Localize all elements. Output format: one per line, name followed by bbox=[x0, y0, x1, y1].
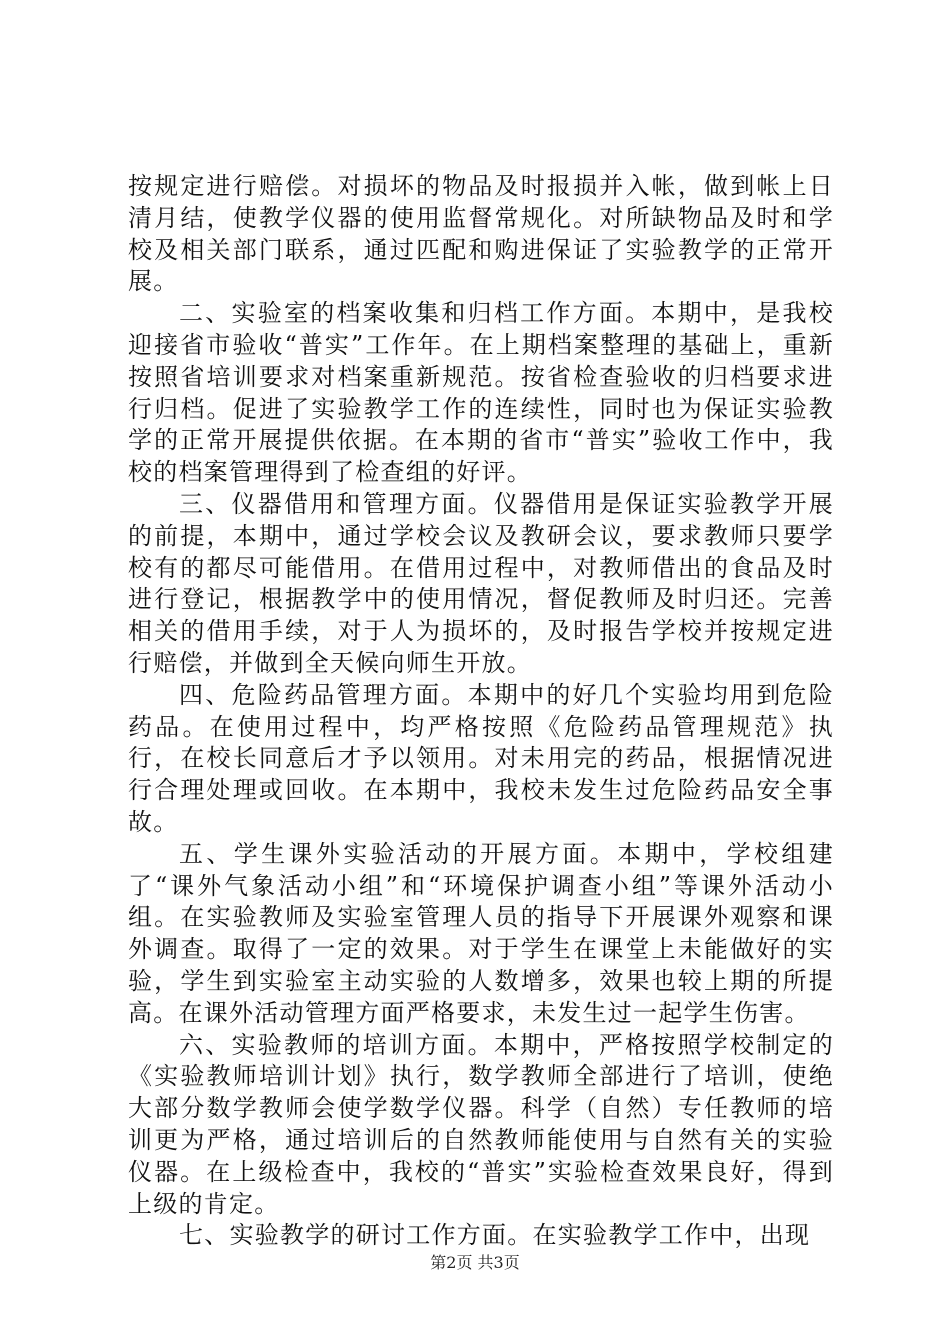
page-footer bbox=[0, 1253, 950, 1273]
document-body bbox=[128, 171, 834, 1252]
page-number: 第2页 共3页 bbox=[430, 1253, 520, 1272]
paragraph-instrument-lending: 三、仪器借用和管理方面。仪器借用是保证实验教学开展的前提，本期中，通过学校会议及教研会议，要求教师只要学校有的都尽可能借用。在借用过程中，对教师借出的食品及时进行登记，根据教学中的使用情况，督促教师及时归还。完善相关的借用手续，对于人为损坏的，及时报告学校并按规定进行赔偿，并做到全天候向师生开放。 bbox=[128, 489, 834, 677]
paragraph-extracurricular: 五、学生课外实验活动的开展方面。本期中，学校组建了“课外气象活动小组”和“环境保护调查小组”等课外活动小组。在实验教师及实验室管理人员的指导下开展课外观察和课外调查。取得了一定的效果。对于学生在课堂上未能做好的实验，学生到实验室主动实验的人数增多，效果也较上期的所提高。在课外活动管理方面严格要求，未发生过一起学生伤害。 bbox=[128, 839, 834, 1027]
paragraph-teaching-research: 七、实验教学的研讨工作方面。在实验教学工作中，出现 bbox=[179, 1221, 811, 1250]
paragraph-archives: 二、实验室的档案收集和归档工作方面。本期中，是我校迎接省市验收“普实”工作年。在上期档案整理的基础上，重新按照省培训要求对档案重新规范。按省检查验收的归档要求进行归档。促进了实验教学工作的连续性，同时也为保证实验教学的正常开展提供依据。在本期的省市“普实”验收工作中，我校的档案管理得到了检查组的好评。 bbox=[128, 299, 834, 487]
paragraph-hazardous-chemicals: 四、危险药品管理方面。本期中的好几个实验均用到危险药品。在使用过程中，均严格按照《危险药品管理规范》执行，在校长同意后才予以领用。对未用完的药品，根据情况进行合理处理或回收。在本期中，我校未发生过危险药品安全事故。 bbox=[128, 680, 834, 836]
paragraph-teacher-training: 六、实验教师的培训方面。本期中，严格按照学校制定的《实验教师培训计划》执行，数学教师全部进行了培训，使绝大部分数学教师会使学数学仪器。科学（自然）专任教师的培训更为严格，通过培训后的自然教师能使用与自然有关的实验仪器。在上级检查中，我校的“普实”实验检查效果良好，得到上级的肯定。 bbox=[128, 1030, 834, 1218]
paragraph-continuation: 按规定进行赔偿。对损坏的物品及时报损并入帐，做到帐上日清月结，使教学仪器的使用监督常规化。对所缺物品及时和学校及相关部门联系，通过匹配和购进保证了实验教学的正常开展。 bbox=[128, 172, 834, 296]
